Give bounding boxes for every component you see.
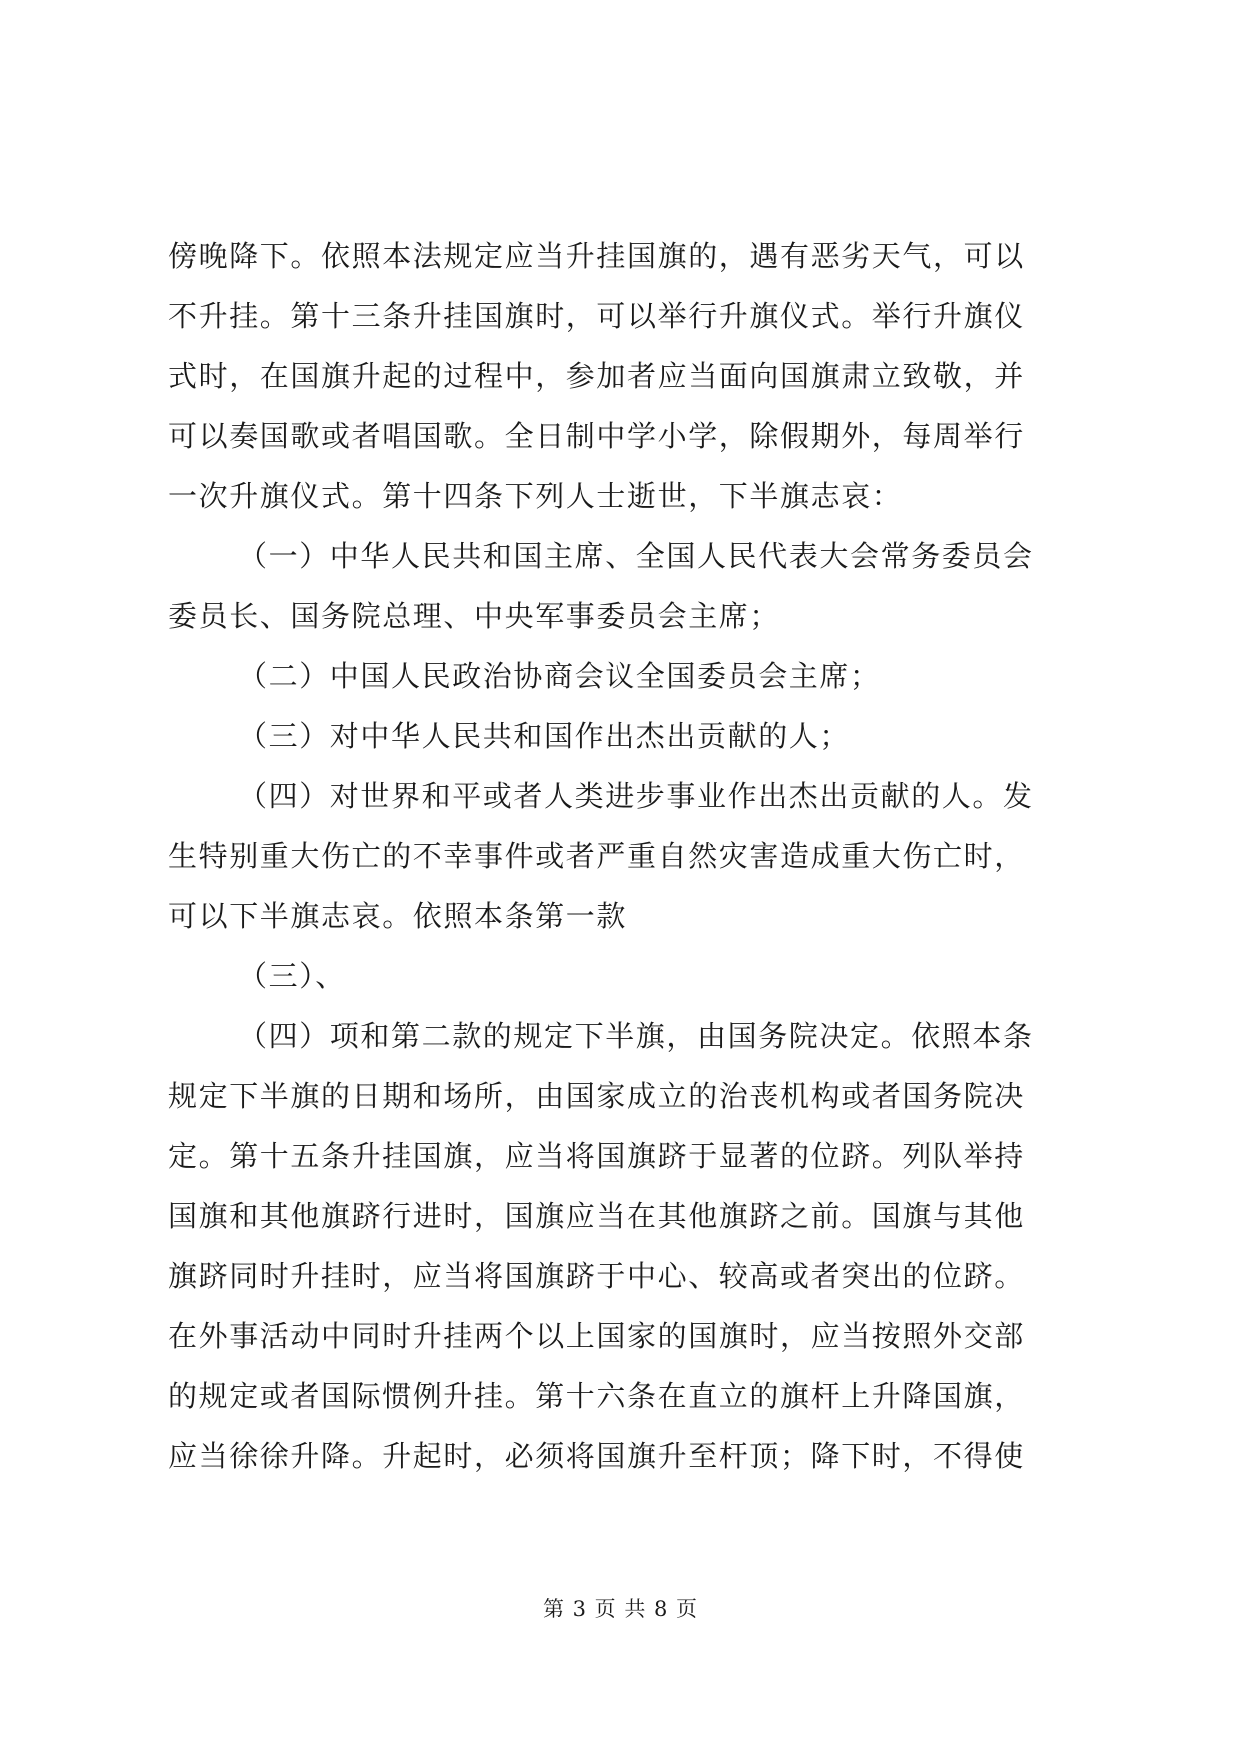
page-number-footer: 第 3 页 共 8 页 (542, 1597, 699, 1621)
text-line: 生特别重大伤亡的不幸事件或者严重自然灾害造成重大伤亡时， (168, 839, 1025, 873)
text-line: 旗跻同时升挂时，应当将国旗跻于中心、较高或者突出的位跻。 (168, 1259, 1025, 1293)
list-item-1: （一）中华人民共和国主席、全国人民代表大会常务委员会 (238, 539, 1034, 573)
document-body (168, 226, 1080, 1486)
text-line: 式时，在国旗升起的过程中，参加者应当面向国旗肃立致敬，并 (168, 359, 1025, 393)
list-item-3: （三）对中华人民共和国作出杰出贡献的人； (238, 719, 851, 753)
text-line: 一次升旗仪式。第十四条下列人士逝世，下半旗志哀： (168, 479, 903, 513)
text-line: 规定下半旗的日期和场所，由国家成立的治丧机构或者国务院决 (168, 1079, 1025, 1113)
text-line: 在外事活动中同时升挂两个以上国家的国旗时，应当按照外交部 (168, 1319, 1025, 1353)
text-line: 的规定或者国际惯例升挂。第十六条在直立的旗杆上升降国旗， (168, 1379, 1025, 1413)
text-line: （四）项和第二款的规定下半旗，由国务院决定。依照本条 (238, 1019, 1034, 1053)
text-line: 傍晚降下。依照本法规定应当升挂国旗的，遇有恶劣天气，可以 (168, 239, 1025, 273)
text-line: 国旗和其他旗跻行进时，国旗应当在其他旗跻之前。国旗与其他 (168, 1199, 1025, 1233)
text-line: 定。第十五条升挂国旗，应当将国旗跻于显著的位跻。列队举持 (168, 1139, 1025, 1173)
list-item-4: （四）对世界和平或者人类进步事业作出杰出贡献的人。发 (238, 779, 1034, 813)
text-line: 委员长、国务院总理、中央军事委员会主席； (168, 599, 781, 633)
text-line: 可以下半旗志哀。依照本条第一款 (168, 899, 628, 933)
text-line: 可以奏国歌或者唱国歌。全日制中学小学，除假期外，每周举行 (168, 419, 1025, 453)
text-line: 应当徐徐升降。升起时，必须将国旗升至杆顶；降下时，不得使 (168, 1439, 1025, 1473)
list-item-2: （二）中国人民政治协商会议全国委员会主席； (238, 659, 881, 693)
text-line: 不升挂。第十三条升挂国旗时，可以举行升旗仪式。举行升旗仪 (168, 299, 1025, 333)
text-line: （三）、 (238, 959, 346, 993)
